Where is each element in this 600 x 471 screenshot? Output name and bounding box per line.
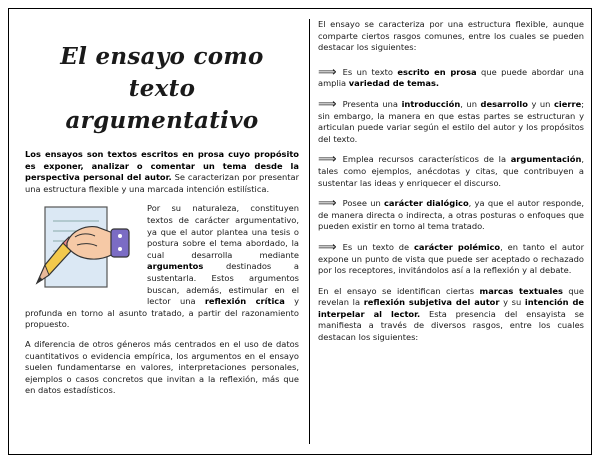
feature-1-bold-a: escrito en prosa (397, 66, 477, 77)
feature-4-text-c: , ya que el autor responde, de manera directa o indirecta, a otras posturas o enfoques que pueden existir en torno al tema tratado. (318, 198, 584, 232)
argument-text-c: destinados a sustentarla. Estos argumentos buscan, además, estimular en el lector una (147, 261, 299, 307)
arrow-icon: ⟹ (318, 152, 337, 168)
feature-1-text-a: Es un texto (342, 66, 398, 77)
feature-3-text-a: Emplea recursos característicos de la (342, 154, 511, 165)
feature-3-text-c: , tales como ejemplos, anécdotas y citas, que contribuyen a sustentar las ideas y enriquecer el discurso. (318, 154, 584, 188)
argument-bold-arguments: argumentos (147, 261, 204, 272)
title-line-1: El ensayo como texto (60, 43, 264, 102)
features-intro: El ensayo se caracteriza por una estructura flexible, aunque comparte ciertos rasgos comunes, entre los cuales se pueden destacar los siguientes: (318, 19, 584, 53)
closing-bold-a: marcas textuales (479, 285, 563, 296)
intro-paragraph (25, 149, 299, 195)
closing-text-c: que revelan la (318, 285, 584, 308)
closing-bold-c: intención de interpelar al lector. (318, 297, 585, 319)
right-column (318, 19, 584, 352)
feature-2-text-a: Presenta una (342, 98, 402, 109)
feature-2-bold-b: desarrollo (480, 98, 528, 109)
feature-2-bold-a: introducción (401, 98, 461, 109)
argument-text-a: Por su naturaleza, constituyen textos de carácter argumentativo, ya que el autor plantea una tesis o postura sobre el tema abordado, la cual desarrolla mediante (147, 203, 299, 260)
feature-5-text-a: Es un texto de (342, 241, 414, 252)
closing-bold-b: reflexión subjetiva del autor (363, 297, 500, 308)
feature-5-text-c: , en tanto el autor expone un punto de vista que puede ser aceptado o rechazado por los receptores, invitándolos así a la reflexión y al debate. (318, 241, 584, 276)
document-page (8, 8, 592, 455)
comparison-paragraph: A diferencia de otros géneros más centrados en el uso de datos cuantitativos o evidencia empírica, los argumentos en el ensayo suelen fundamentarse en valores, interpretaciones personales, ejemplos o casos concretos que invitan a la reflexión, más que en datos estadísticos. (25, 338, 299, 396)
closing-paragraph (318, 286, 584, 344)
feature-item-4 (318, 198, 584, 233)
intro-rest-text: Se caracterizan por presentar una estructura flexible y una marcada intención estilística. (25, 172, 300, 194)
arrow-icon: ⟹ (318, 196, 337, 212)
closing-text-e: Esta presencia del ensayista se manifiesta a través de diversos rasgos, entre los cuales destacan los siguientes: (318, 308, 584, 343)
feature-4-bold-a: carácter dialógico (384, 198, 469, 209)
feature-1-text-c: que puede abordar una amplia (318, 66, 584, 89)
feature-1-bold-b: variedad de temas. (348, 78, 440, 89)
title-line-2: argumentativo (65, 107, 259, 134)
feature-2-bold-c: cierre (554, 98, 582, 109)
feature-item-5 (318, 239, 584, 277)
closing-text-d: y su (499, 297, 525, 308)
hand-writing-pencil-icon (25, 203, 137, 297)
feature-2-text-e: ; sin embargo, la manera en que estas partes se estructuran y articulan puede variar según el estilo del autor y los propósitos del texto. (318, 98, 584, 144)
arrow-icon: ⟹ (318, 239, 337, 255)
argument-text-d: y profunda en torno al asunto tratado, a partir del razonamiento propuesto. (25, 296, 299, 330)
feature-item-2 (318, 96, 584, 145)
feature-5-bold-a: carácter polémico (413, 241, 501, 252)
page-title (25, 41, 299, 137)
arrow-icon: ⟹ (318, 96, 337, 112)
argument-bold-reflection: reflexión crítica (204, 296, 285, 307)
column-divider (309, 19, 310, 444)
feature-4-text-a: Posee un (342, 198, 384, 209)
feature-3-bold-a: argumentación (510, 154, 582, 165)
arrow-icon: ⟹ (318, 64, 337, 80)
feature-2-text-d: y un (527, 98, 554, 109)
left-column (25, 17, 299, 405)
feature-item-3 (318, 154, 584, 189)
intro-bold-text: Los ensayos son textos escritos en prosa cuyo propósito es exponer, analizar o comentar un tema desde la perspectiva personal del autor. (25, 149, 299, 183)
closing-text-a: En el ensayo se identifican ciertas (318, 285, 480, 296)
feature-item-1 (318, 64, 584, 90)
feature-2-text-c: , un (460, 98, 481, 109)
argument-paragraph (25, 203, 299, 331)
